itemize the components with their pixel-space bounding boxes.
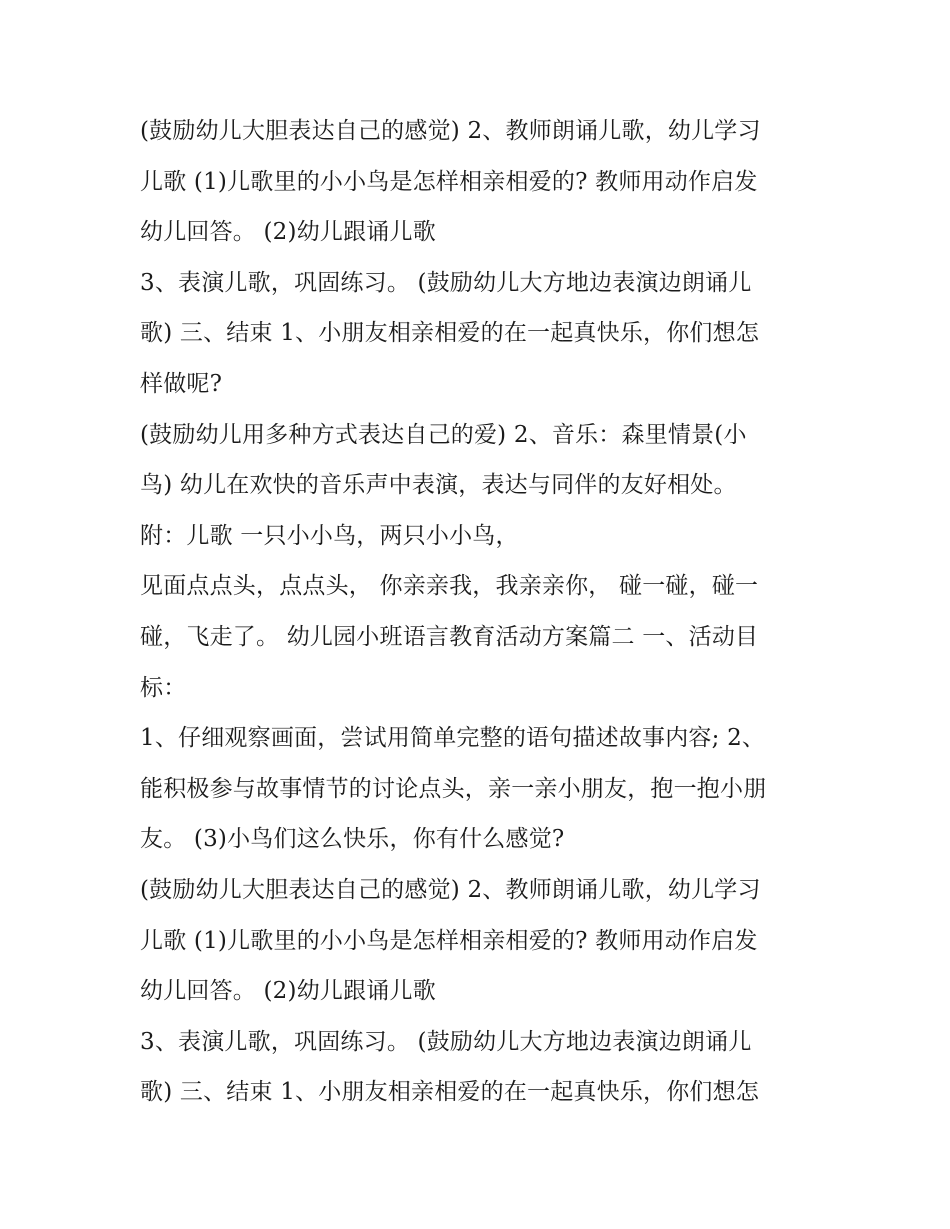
text-line: 样做呢? <box>140 370 223 397</box>
text-line: 歌) 三、结束 1、小朋友相亲相爱的在一起真快乐，你们想怎 <box>140 1079 760 1106</box>
text-line: 儿歌 (1)儿歌里的小小鸟是怎样相亲相爱的? 教师用动作启发 <box>140 927 758 954</box>
document-body <box>140 106 820 1118</box>
text-line: 3、表演儿歌，巩固练习。 (鼓励幼儿大方地边表演边朗诵儿 <box>140 1028 752 1055</box>
text-line: 标： <box>140 674 187 701</box>
text-line: (鼓励幼儿大胆表达自己的感觉) 2、教师朗诵儿歌，幼儿学习 <box>140 118 761 144</box>
text-line: 鸟) 幼儿在欢快的音乐声中表演，表达与同伴的友好相处。 <box>140 472 737 499</box>
text-line: 幼儿回答。 (2)幼儿跟诵儿歌 <box>140 978 436 1005</box>
text-line: 儿歌 (1)儿歌里的小小鸟是怎样相亲相爱的? 教师用动作启发 <box>140 168 758 195</box>
text-line: 友。 (3)小鸟们这么快乐，你有什么感觉? <box>140 826 565 853</box>
text-line: 碰，飞走了。 幼儿园小班语言教育活动方案篇二 一、活动目 <box>140 623 759 650</box>
text-line: 1、仔细观察画面，尝试用简单完整的语句描述故事内容; 2、 <box>140 725 766 752</box>
text-line: 幼儿回答。 (2)幼儿跟诵儿歌 <box>140 219 436 246</box>
text-line: 3、表演儿歌，巩固练习。 (鼓励幼儿大方地边表演边朗诵儿 <box>140 269 752 296</box>
text-line: 附：儿歌 一只小小鸟，两只小小鸟， <box>140 522 519 549</box>
text-line: (鼓励幼儿大胆表达自己的感觉) 2、教师朗诵儿歌，幼儿学习 <box>140 876 761 903</box>
text-line: 见面点点头，点点头， 你亲亲我，我亲亲你， 碰一碰，碰一 <box>140 573 759 600</box>
text-line: 能积极参与故事情节的讨论点头，亲一亲小朋友，抱一抱小朋 <box>140 775 767 802</box>
text-line: 歌) 三、结束 1、小朋友相亲相爱的在一起真快乐，你们想怎 <box>140 320 760 347</box>
text-line: (鼓励幼儿用多种方式表达自己的爱) 2、音乐：森里情景(小 <box>140 421 747 448</box>
